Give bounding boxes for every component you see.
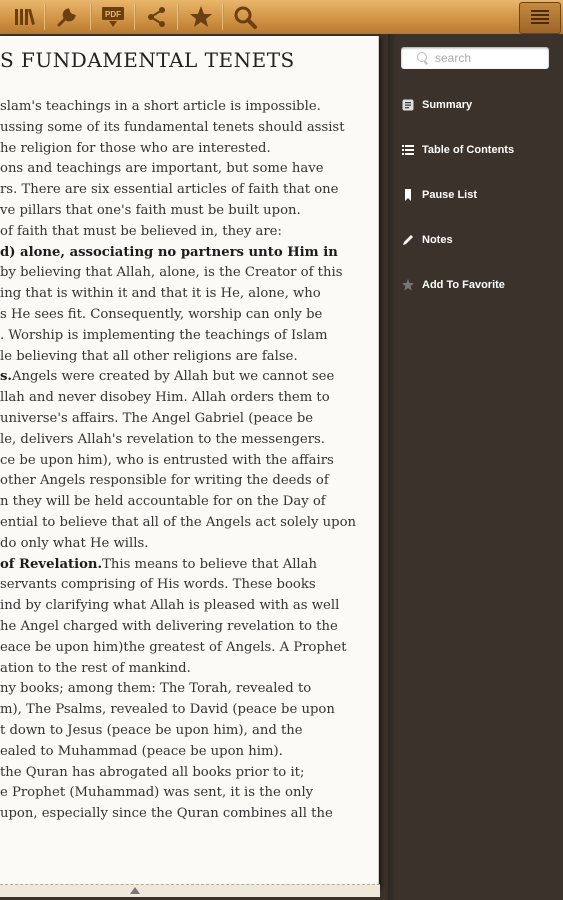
- article-line: [0, 304, 322, 325]
- sidebar-item-label: Table of Contents: [422, 144, 515, 156]
- article-line-bold: s.: [0, 369, 13, 385]
- search-field-icon: [417, 52, 427, 62]
- article-line: [0, 429, 325, 450]
- article-line-text: ing that is within it and that it is He, alone, who: [0, 286, 321, 302]
- search-input[interactable]: [433, 49, 547, 67]
- article-line-text: he religion for those who are interested.: [0, 140, 271, 156]
- article-line-text: slam's teachings in a short article is impossible.: [0, 99, 321, 114]
- article-line-text: e Prophet (Muhammad) was sent, it is the only: [0, 785, 314, 801]
- sidebar-item-label: Pause List: [422, 189, 478, 201]
- sidebar-item-add-to-favorite[interactable]: [400, 276, 550, 296]
- article-line: [0, 533, 148, 554]
- article-line-text: ny books; among them: The Torah, revealed to: [0, 681, 312, 697]
- search-icon[interactable]: [232, 4, 258, 30]
- article-line: [0, 554, 317, 575]
- article-line-text: n they will be held accountable for on the Day of: [0, 494, 326, 510]
- star-icon: [402, 279, 414, 291]
- article-line: [0, 637, 347, 658]
- article-line-text: le, delivers Allah's revelation to the messengers.: [0, 431, 325, 447]
- article-line-text: m), The Psalms, revealed to David (peace be upon: [0, 702, 335, 718]
- article-line-text: This means to believe that Allah: [102, 556, 318, 572]
- page-up-arrow-icon[interactable]: [130, 887, 140, 894]
- pdf-icon[interactable]: [100, 4, 126, 30]
- article-line-text: Angels were created by Allah but we cannot see: [12, 369, 335, 385]
- article-line: [0, 762, 304, 783]
- article-line-text: upon, especially since the Quran combines all the: [0, 806, 333, 822]
- article-line: [0, 699, 335, 720]
- reader-page[interactable]: [0, 36, 378, 886]
- article-line-text: by believing that Allah, alone, is the Creator of this: [0, 265, 343, 281]
- article-line: [0, 138, 271, 159]
- article-line: [0, 741, 283, 762]
- sidebar-item-label: Notes: [422, 234, 453, 246]
- article-line-text: ential to believe that all of the Angels act solely upon: [0, 515, 357, 530]
- article-line: [0, 325, 328, 346]
- article-line: [0, 658, 191, 679]
- article-line: [0, 574, 316, 595]
- article-line: [0, 179, 338, 200]
- article-line-bold: d) alone, associating no partners unto Him in: [0, 244, 338, 260]
- article-line: [0, 470, 329, 491]
- sidebar-item-notes[interactable]: [400, 231, 550, 251]
- share-icon[interactable]: [144, 4, 170, 30]
- article-line-text: he Angel charged with delivering revelation to the: [0, 619, 338, 634]
- article-line-text: . Worship is implementing the teachings of Islam: [0, 327, 328, 343]
- article-line-text: ation to the rest of mankind.: [0, 660, 191, 676]
- article-line-text: ce be upon him), who is entrusted with the affairs: [0, 452, 334, 468]
- menu-button[interactable]: [519, 2, 561, 34]
- article-line-text: ealed to Muhammad (peace be upon him).: [0, 743, 283, 759]
- sidebar-item-pause-list[interactable]: [400, 186, 550, 206]
- library-icon[interactable]: [12, 4, 38, 30]
- article-line: [0, 96, 321, 117]
- article-line-text: ons and teachings are important, but some have: [0, 161, 324, 177]
- article-line-bold: of Revelation.: [0, 556, 103, 572]
- article-line: [0, 450, 334, 471]
- sidebar-search[interactable]: [401, 47, 549, 69]
- article-line: [0, 491, 326, 512]
- article-line: [0, 408, 313, 429]
- article-line: [0, 803, 333, 824]
- article-line: [0, 221, 282, 242]
- article-line-text: s He sees fit. Consequently, worship can only be: [0, 307, 323, 322]
- article-line-text: servants comprising of His words. These books: [0, 577, 316, 593]
- article-line-text: ve pillars that one's faith must be built upon.: [0, 203, 301, 218]
- top-toolbar: [0, 0, 563, 35]
- article-line-text: le believing that all other religions are false.: [0, 348, 298, 364]
- article-line: [0, 595, 339, 616]
- article-line-text: eace be upon him)the greatest of Angels. A Prophet: [0, 639, 347, 655]
- article-line-text: ind by clarifying what Allah is pleased with as well: [0, 598, 340, 614]
- pdf-label: PDF: [105, 10, 121, 19]
- settings-wrench-icon[interactable]: [54, 4, 80, 30]
- article-line-text: of faith that must be believed in, they are:: [0, 223, 282, 239]
- page-turn-edge[interactable]: [0, 884, 380, 897]
- sidebar-item-summary[interactable]: [400, 96, 550, 116]
- article-line: [0, 262, 342, 283]
- table-of-contents-icon: [402, 144, 414, 156]
- article-title: S FUNDAMENTAL TENETS: [0, 48, 295, 72]
- article-line: [0, 283, 321, 304]
- article-line-text: rs. There are six essential articles of faith that one: [0, 182, 339, 198]
- article-line: [0, 782, 313, 803]
- article-line: [0, 242, 338, 263]
- article-line-text: the Quran has abrogated all books prior to it;: [0, 764, 305, 780]
- article-line-text: ussing some of its fundamental tenets should assist: [0, 119, 345, 135]
- article-line: [0, 158, 324, 179]
- article-line: [0, 117, 345, 138]
- pencil-icon: [402, 234, 414, 246]
- article-line: [0, 346, 298, 367]
- article-line: [0, 366, 334, 387]
- article-line: [0, 387, 330, 408]
- article-line-text: llah and never disobey Him. Allah orders them to: [0, 390, 330, 406]
- article-line: [0, 200, 301, 221]
- bookmark-icon: [402, 189, 414, 201]
- article-line: [0, 720, 303, 741]
- article-line-text: other Angels responsible for writing the deeds of: [0, 473, 329, 489]
- side-menu: [388, 34, 563, 900]
- favorite-star-icon[interactable]: [188, 4, 214, 30]
- article-line-text: t down to Jesus (peace be upon him), and the: [0, 723, 303, 738]
- article-line: [0, 678, 311, 699]
- summary-icon: [402, 99, 414, 111]
- sidebar-item-table-of-contents[interactable]: [400, 141, 550, 161]
- article-line: [0, 512, 356, 533]
- sidebar-item-label: Summary: [422, 99, 473, 111]
- article-line-text: do only what He wills.: [0, 535, 149, 551]
- sidebar-item-label: Add To Favorite: [422, 279, 505, 291]
- hamburger-menu-icon: [530, 9, 550, 27]
- article-line: [0, 616, 338, 637]
- article-line-text: universe's affairs. The Angel Gabriel (peace be: [0, 411, 314, 426]
